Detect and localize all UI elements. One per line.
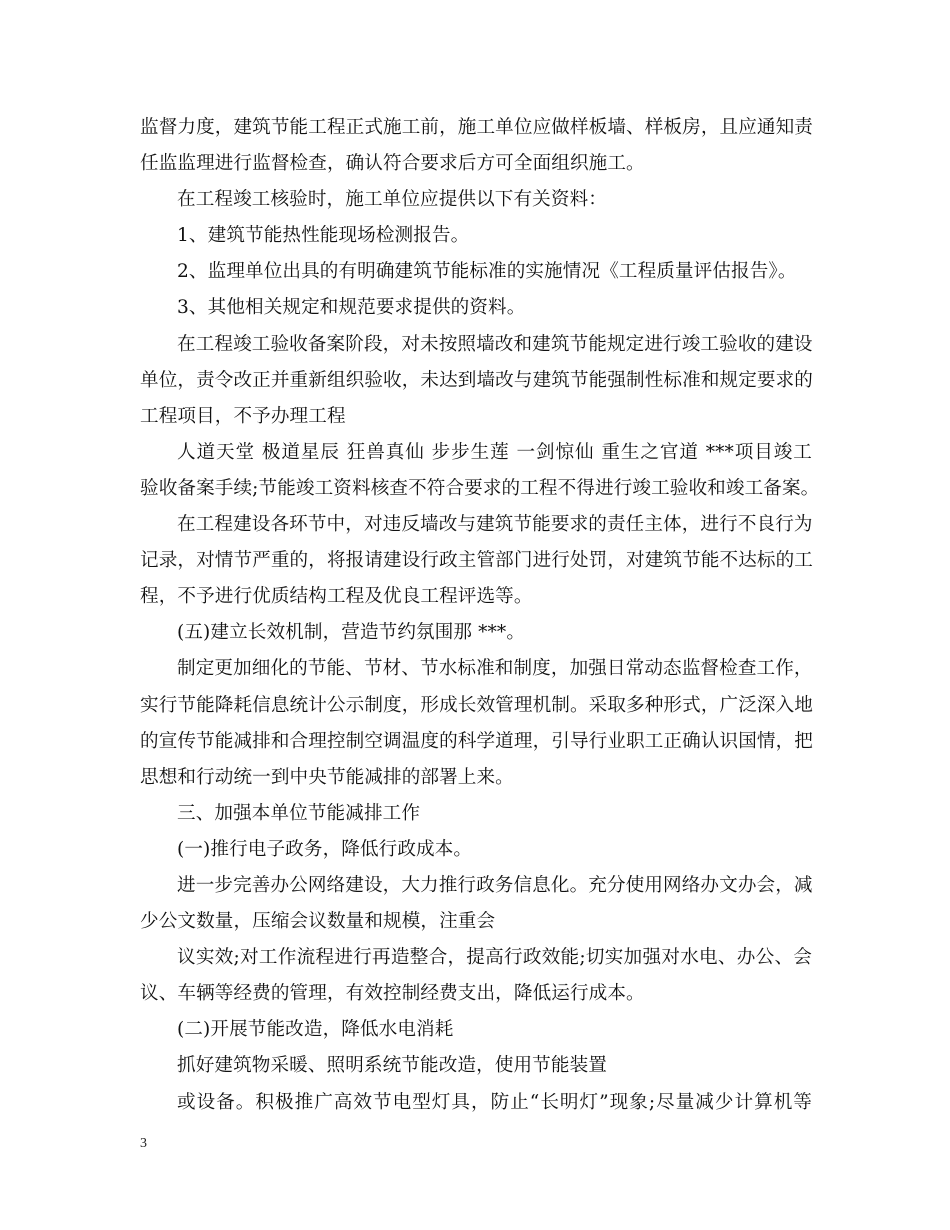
text-line: 监督力度，建筑节能工程正式施工前，施工单位应做样板墙、样板房，且应通知责 [140,117,813,138]
text-line: (五)建立长效机制，营造节约氛围那 ***。 [177,622,526,644]
text-line: 三、加强本单位节能减排工作 [177,802,421,824]
text-line: 制定更加细化的节能、节材、节水标准和制度，加强日常动态监督检查工作， [177,658,813,680]
text-line: 议、车辆等经费的管理，有效控制经费支出，降低运行成本。 [140,983,645,1005]
text-line: 在工程建设各环节中，对违反墙改与建筑节能要求的责任主体，进行不良行为 [177,514,813,536]
text-line: 少公文数量，压缩会议数量和规模，注重会 [140,911,496,933]
text-line: 的宣传节能减排和合理控制空调温度的科学道理，引导行业职工正确认识国情，把 [140,730,813,752]
document-body [140,110,820,1121]
text-line: 抓好建筑物采暖、照明系统节能改造，使用节能装置 [177,1055,607,1077]
text-line: 议实效;对工作流程进行再造整合，提高行政效能;切实加强对水电、办公、会 [177,947,812,969]
text-line: 验收备案手续;节能竣工资料核查不符合要求的工程不得进行竣工验收和竣工备案。 [140,477,820,499]
text-line: 2、监理单位出具的有明确建筑节能标准的实施情况《工程质量评估报告》。 [177,261,797,283]
text-line: 工程项目，不予办理工程 [140,405,346,427]
text-line: 3、其他相关规定和规范要求提供的资料。 [177,297,526,319]
text-line: 1、建筑节能热性能现场检测报告。 [177,225,470,247]
text-line: 实行节能降耗信息统计公示制度，形成长效管理机制。采取多种形式，广泛深入地 [140,694,813,716]
text-line: 在工程竣工核验时，施工单位应提供以下有关资料： [177,189,607,211]
text-line: (一)推行电子政务，降低行政成本。 [177,838,473,860]
text-line: 人道天堂 极道星辰 狂兽真仙 步步生莲 一剑惊仙 重生之官道 ***项目竣工 [177,441,812,463]
text-line: 记录，对情节严重的，将报请建设行政主管部门进行处罚，对建筑节能不达标的工 [140,550,813,572]
text-line: 或设备。积极推广高效节电型灯具，防止“长明灯”现象;尽量减少计算机等 [177,1091,812,1113]
text-line: (二)开展节能改造，降低水电消耗 [177,1019,454,1041]
text-line: 程，不予进行优质结构工程及优良工程评选等。 [140,586,533,608]
text-line: 单位，责令改正并重新组织验收，未达到墙改与建筑节能强制性标准和规定要求的 [140,369,813,391]
text-line: 在工程竣工验收备案阶段，对未按照墙改和建筑节能规定进行竣工验收的建设 [177,333,813,355]
text-line: 思想和行动统一到中央节能减排的部署上来。 [140,766,514,788]
page-number: 3 [140,1136,147,1151]
text-line: 进一步完善办公网络建设，大力推行政务信息化。充分使用网络办文办会，减 [177,874,813,896]
text-line: 任监监理进行监督检查，确认符合要求后方可全面组织施工。 [140,153,645,175]
